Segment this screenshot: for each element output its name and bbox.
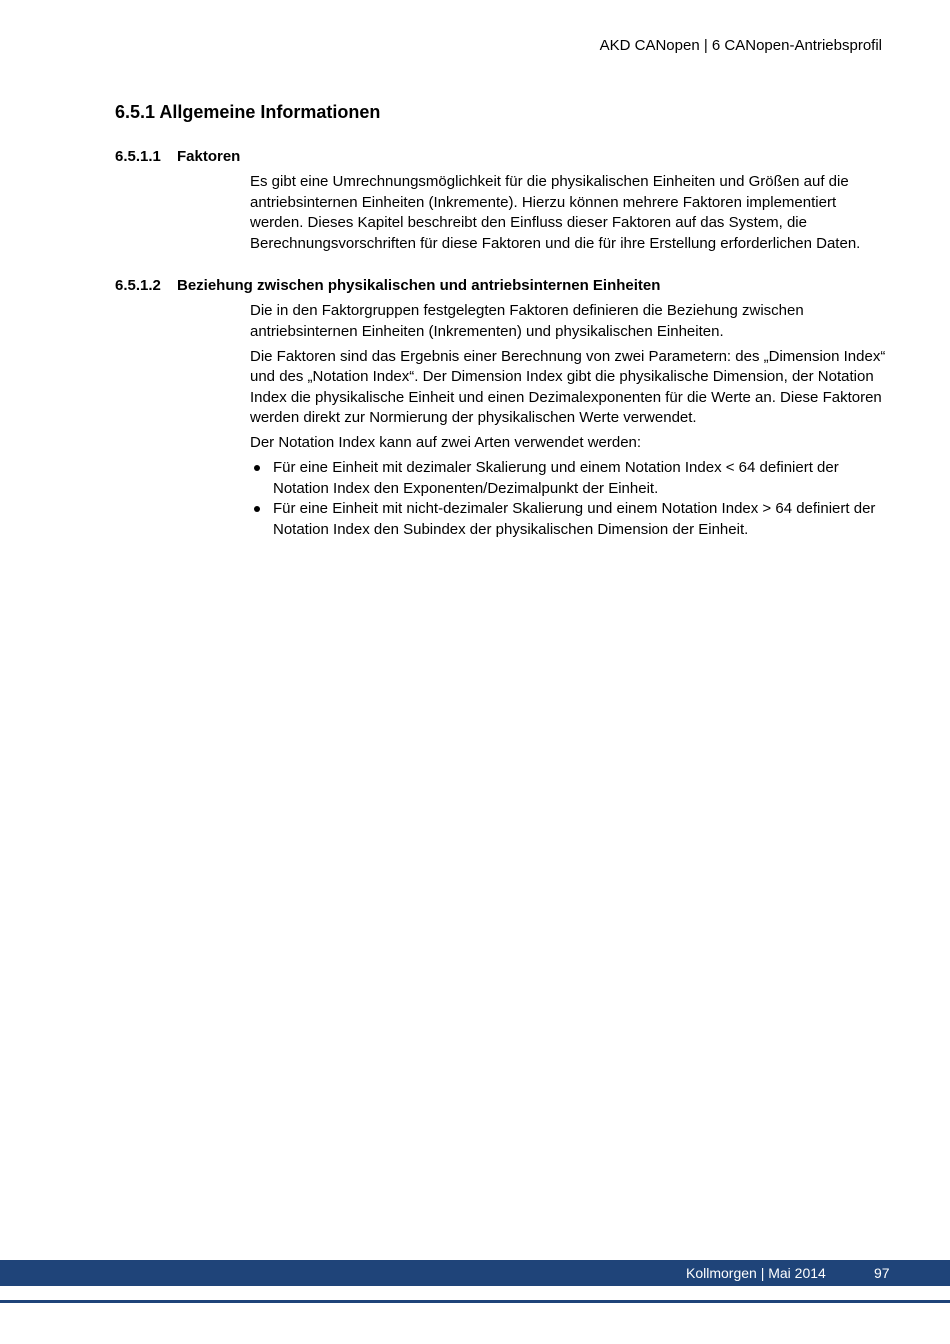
paragraph: Die Faktoren sind das Ergebnis einer Berechnung von zwei Parametern: des „Dimension Index“ und des „Notation Index“. Der Dimension Index gibt die physikalische Dimension, der Notation Index die physikalische Einheit und einen Dezimalexponenten für die Werte an. Diese Faktoren werden direkt zur Normierung der physikalischen Werte verwendet.: [250, 347, 886, 426]
paragraph: Der Notation Index kann auf zwei Arten verwendet werden:: [250, 434, 642, 451]
footer-rule: [0, 1300, 950, 1303]
paragraph: Es gibt eine Umrechnungsmöglichkeit für die physikalischen Einheiten und Größen auf die antriebsinternen Einheiten (Inkremente). Hierzu können mehrere Faktoren implementiert werden. Dieses Kapitel beschreibt den Einfluss dieser Faktoren auf das System, die Berechnungsvorschriften für diese Faktoren und die für ihre Erstellung erforderlichen Daten.: [250, 173, 861, 252]
subsection-body-faktoren: [250, 172, 890, 259]
running-header: AKD CANopen | 6 CANopen-Antriebsprofil: [599, 37, 882, 54]
subsection-heading-beziehung: [115, 277, 660, 294]
paragraph: Die in den Faktorgruppen festgelegten Faktoren definieren die Beziehung zwischen antriebsinternen Einheiten (Inkrementen) und physikalischen Einheiten.: [250, 302, 804, 340]
bullet-icon: [254, 465, 260, 471]
bullet-icon: [254, 506, 260, 512]
list-item-text: Für eine Einheit mit nicht-dezimaler Skalierung und einem Notation Index > 64 definiert der Notation Index den Subindex der physikalischen Dimension der Einheit.: [273, 500, 876, 538]
page-number: 97: [874, 1265, 890, 1281]
list-item: [250, 499, 890, 540]
list-item-text: Für eine Einheit mit dezimaler Skalierung und einem Notation Index < 64 definiert der Notation Index den Exponenten/Dezimalpunkt der Einheit.: [273, 459, 839, 497]
footer-bar: [0, 1260, 950, 1286]
subsection-title: Beziehung zwischen physikalischen und antriebsinternen Einheiten: [177, 277, 661, 294]
subsection-number: 6.5.1.1: [115, 148, 161, 165]
subsection-title: Faktoren: [177, 148, 241, 165]
section-heading: 6.5.1 Allgemeine Informationen: [115, 102, 381, 122]
subsection-body-beziehung: [250, 301, 890, 540]
subsection-heading-faktoren: [115, 148, 240, 165]
bullet-list: [250, 458, 890, 540]
list-item: [250, 458, 890, 499]
subsection-number: 6.5.1.2: [115, 277, 161, 294]
footer-text: Kollmorgen | Mai 2014: [686, 1265, 826, 1281]
